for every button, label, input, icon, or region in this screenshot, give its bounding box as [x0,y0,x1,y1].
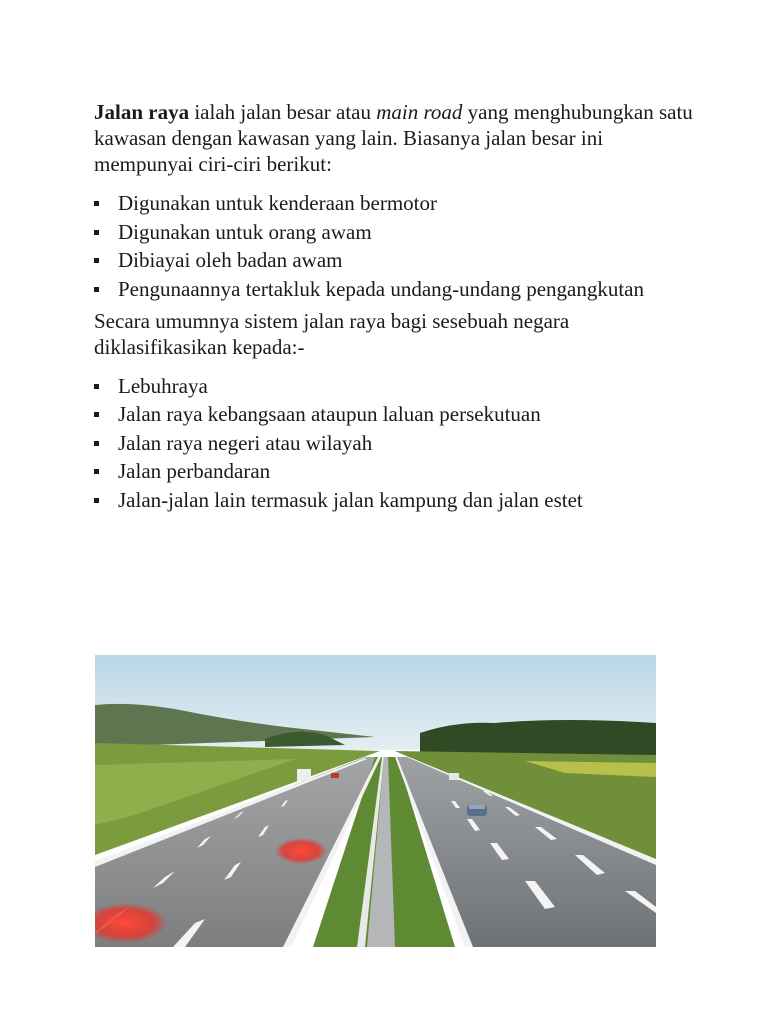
term-bold: Jalan raya [94,100,190,124]
list-item: Jalan perbandaran [94,458,694,484]
bullet-icon [94,441,99,446]
highway-photo [95,655,656,947]
list-item: Jalan raya negeri atau wilayah [94,430,694,456]
bullet-icon [94,201,99,206]
document-body [94,99,694,519]
bullet-icon [94,412,99,417]
list-item: Jalan raya kebangsaan ataupun laluan persekutuan [94,401,694,427]
bullet-icon [94,258,99,263]
bullet-icon [94,498,99,503]
car-blur-mid [275,838,327,864]
highway-illustration [95,655,656,947]
intro-text-b: yang menghubungkan satu kawasan dengan kawasan yang lain. Biasanya jalan besar ini mempunyai ciri-ciri berikut: [94,100,693,176]
list-item: Digunakan untuk kenderaan bermotor [94,190,694,216]
intro-text-a: ialah jalan besar atau [189,100,377,124]
list-item: Jalan-jalan lain termasuk jalan kampung dan jalan estet [94,487,694,513]
bullet-icon [94,384,99,389]
car-red-small [331,773,339,778]
bullet-icon [94,287,99,292]
list-item: Digunakan untuk orang awam [94,219,694,245]
list-item: Dibiayai oleh badan awam [94,247,694,273]
classification-paragraph: Secara umumnya sistem jalan raya bagi sesebuah negara diklasifikasikan kepada:- [94,308,570,359]
car-white-right [449,773,459,780]
classes-list [94,373,694,513]
truck [297,769,311,781]
bullet-icon [94,230,99,235]
term-english: main road [376,100,463,124]
list-item: Lebuhraya [94,373,694,399]
list-item: Pengunaannya tertakluk kepada undang-undang pengangkutan [94,276,694,302]
bullet-icon [94,469,99,474]
intro-paragraph [94,99,694,177]
features-list [94,190,694,302]
